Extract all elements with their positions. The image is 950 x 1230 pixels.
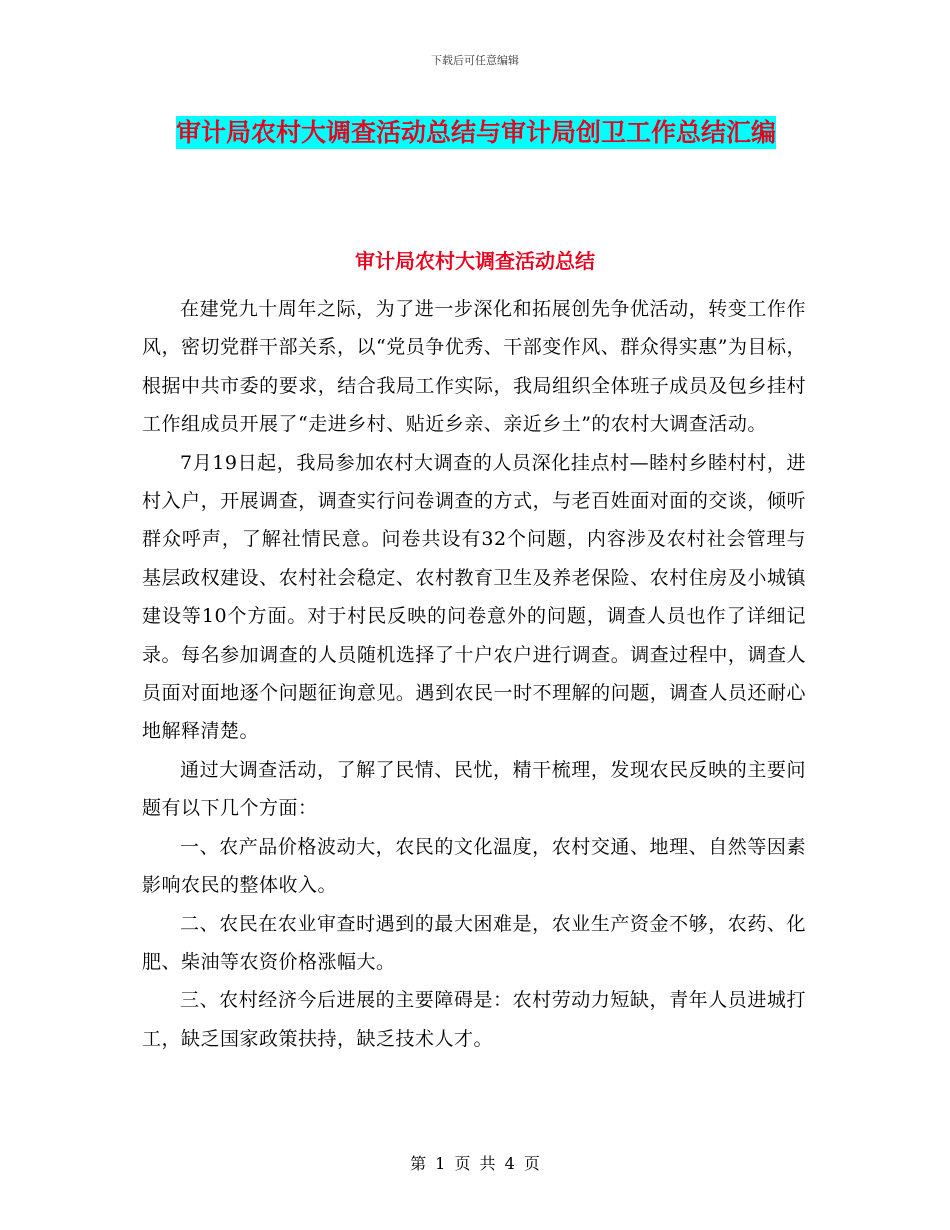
- paragraph: 在建党九十周年之际，为了进一步深化和拓展创先争优活动，转变工作作风，密切党群干部关系，以“党员争优秀、干部变作风、群众得实惠”为目标，根据中共市委的要求，结合我局工作实际，我局组织全体班子成员及包乡挂村工作组成员开展了“走进乡村、贴近乡亲、亲近乡土”的农村大调查活动。: [142, 298, 806, 436]
- paragraph: 二、农民在农业审查时遇到的最大困难是，农业生产资金不够，农药、化肥、柴油等农资价格涨幅大。: [142, 912, 806, 973]
- paragraph: 7月19日起，我局参加农村大调查的人员深化挂点村—睦村乡睦村村，进村入户，开展调查，调查实行问卷调查的方式，与老百姓面对面的交谈，倾听群众呼声，了解社情民意。问卷共设有32个问题，内容涉及农村社会管理与基层政权建设、农村社会稳定、农村教育卫生及养老保险、农村住房及小城镇建设等10个方面。对于村民反映的问卷意外的问题，调查人员也作了详细记录。每名参加调查的人员随机选择了十户农户进行调查。调查过程中，调查人员面对面地逐个问题征询意见。遇到农民一时不理解的问题，调查人员还耐心地解释清楚。: [142, 451, 806, 743]
- body-text: [142, 290, 806, 1058]
- section-title: 审计局农村大调查活动总结: [355, 249, 595, 273]
- header-note: 下载后可任意编辑: [431, 54, 519, 67]
- paragraph: 一、农产品价格波动大，农民的文化温度，农村交通、地理、自然等因素影响农民的整体收入。: [142, 835, 806, 897]
- document-title: [140, 110, 812, 156]
- paragraph: 三、农村经济今后进展的主要障碍是：农村劳动力短缺，青年人员进城打工，缺乏国家政策扶持，缺乏技术人才。: [142, 989, 806, 1050]
- document-title-text: 审计局农村大调查活动总结与审计局创卫工作总结汇编: [175, 118, 776, 147]
- page-footer: 第 1 页 共 4 页: [410, 1154, 540, 1173]
- paragraph: 通过大调查活动，了解了民情、民忧，精干梳理，发现农民反映的主要问题有以下几个方面：: [142, 758, 806, 820]
